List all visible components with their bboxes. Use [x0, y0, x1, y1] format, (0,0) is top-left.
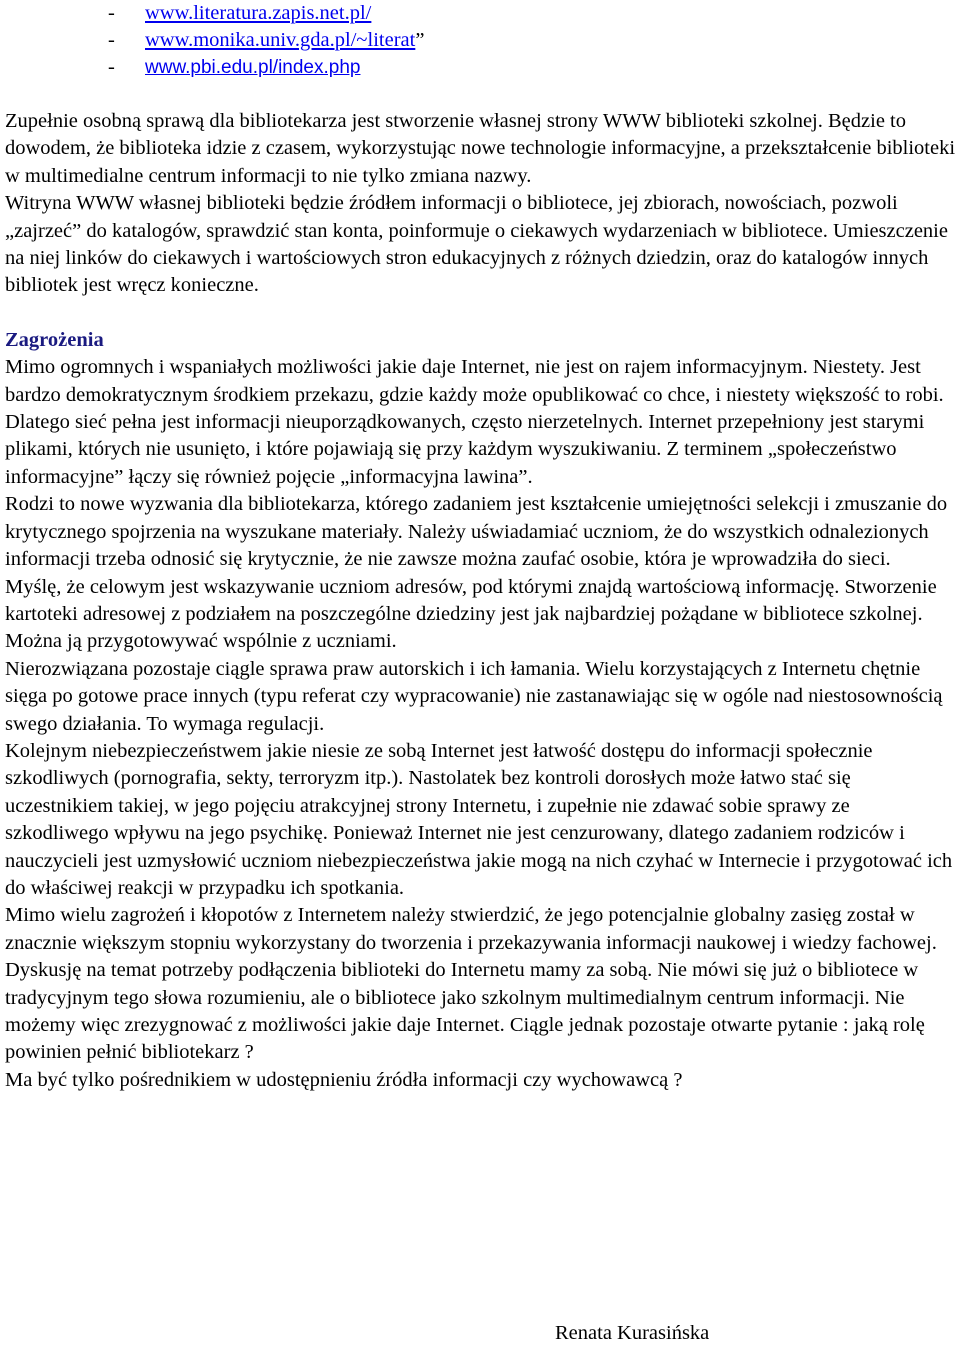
link-literatura[interactable]: www.literatura.zapis.net.pl/: [145, 2, 372, 24]
section-heading-text: Zagrożenia: [5, 328, 104, 351]
list-dash: -: [108, 56, 115, 78]
section-paragraph: Dyskusję na temat potrzeby podłączenia biblioteki do Internetu mamy za sobą. Nie mówi się już o bibliotece w tradycyjnym tego słowa rozumieniu, ale o bibliotece jako szkolnym multimedialnym centrum informacji. Nie możemy więc zrezygnować z możliwości jakie daje Internet. Ciągle jednak pozostaje otwarte pytanie : jaką rolę powinien pełnić bibliotekarz ?: [5, 959, 925, 1064]
section-paragraph: Nierozwiązana pozostaje ciągle sprawa praw autorskich i ich łamania. Wielu korzystających z Internetu chętnie sięga po gotowe prace innych (typu referat czy wypracowanie) nie zastanawiając się w ogóle nad niestosownością swego działania. To wymaga regulacji.: [5, 657, 943, 735]
section-body: [5, 354, 957, 1094]
author-signature: Renata Kurasińska: [555, 1322, 710, 1344]
section-paragraph: Myślę, że celowym jest wskazywanie uczniom adresów, pod którymi znajdą wartościową informację. Stworzenie kartoteki adresowej z podziałem na poszczególne dziedziny jest jak najbardziej pożądane w bibliotece szkolnej. Można ją przygotowywać wspólnie z uczniami.: [5, 575, 937, 653]
list-item: [5, 54, 957, 81]
link-monika[interactable]: www.monika.univ.gda.pl/~literat: [145, 29, 416, 51]
section-paragraph: Mimo ogromnych i wspaniałych możliwości jakie daje Internet, nie jest on rajem informacyjnym. Niestety. Jest bardzo demokratycznym środkiem przekazu, gdzie każdy może opublikować co chce, i niestety większość to robi. Dlatego sieć pełna jest informacji nieuporządkowanych, często nierzetelnych. Internet przepełniony jest starymi plikami, których nie usunięto, i które pojawiają się przy każdym wyszukiwaniu. Z terminem „społeczeństwo informacyjne” łączy się również pojęcie „informacyjna lawina”.: [5, 356, 944, 488]
intro-paragraph: Zupełnie osobną sprawą dla bibliotekarza jest stworzenie własnej strony WWW biblioteki szkolnej. Będzie to dowodem, że biblioteka idzie z czasem, wykorzystując nowe technologie informacyjne, a przekształcenie biblioteki w multimedialne centrum informacji to nie tylko zmiana nazwy.: [5, 110, 956, 187]
list-item: [5, 0, 957, 27]
document-page: [5, 0, 957, 1094]
section-paragraph: Mimo wielu zagrożeń i kłopotów z Internetem należy stwierdzić, że jego potencjalnie globalny zasięg został w znacznie większym stopniu wykorzystany do tworzenia i przekazywania informacji naukowej i wiedzy fachowej.: [5, 904, 937, 954]
intro-paragraph: Witryna WWW własnej biblioteki będzie źródłem informacji o bibliotece, jej zbiorach, nowościach, pozwoli „zajrzeć” do katalogów, sprawdzić stan konta, poinformuje o ciekawych wydarzeniach w bibliotece. Umieszczenie na niej linków do ciekawych i wartościowych stron edukacyjnych z różnych dziedzin, oraz do katalogów innych bibliotek jest wręcz konieczne.: [5, 192, 948, 297]
section-paragraph: Rodzi to nowe wyzwania dla bibliotekarza, którego zadaniem jest kształcenie umiejętności selekcji i zmuszanie do krytycznego spojrzenia na wyszukane materiały. Należy uświadamiać uczniom, że do wszystkich odnalezionych informacji trzeba odnosić się krytycznie, że nie zawsze można zaufać osobie, która je wprowadziła do sieci.: [5, 493, 948, 571]
section-heading: [5, 327, 957, 354]
list-dash: -: [108, 29, 115, 51]
intro-section: [5, 108, 957, 300]
link-list: [5, 0, 957, 81]
section-paragraph: Ma być tylko pośrednikiem w udostępnieniu źródła informacji czy wychowawcą ?: [5, 1068, 683, 1091]
link-tail: ”: [415, 29, 425, 51]
link-pbi[interactable]: www.pbi.edu.pl/index.php: [145, 57, 361, 78]
list-item: [5, 27, 957, 54]
list-dash: -: [108, 2, 115, 24]
section-paragraph: Kolejnym niebezpieczeństwem jakie niesie ze sobą Internet jest łatwość dostępu do informacji społecznie szkodliwych (pornografia, sekty, terroryzm itp.). Nastolatek bez kontroli dorosłych może łatwo stać się uczestnikiem takiej, w jego pojęciu atrakcyjnej strony Internetu, i zupełnie nie zdawać sobie sprawy ze szkodliwego wpływu na jego psychikę. Ponieważ Internet nie jest cenzurowany, dlatego zadaniem rodziców i nauczycieli jest uzmysłowić uczniom niebezpieczeństwa jakie mogą na nich czyhać w Internecie i przygotować ich do właściwej reakcji w przypadku ich spotkania.: [5, 739, 953, 899]
